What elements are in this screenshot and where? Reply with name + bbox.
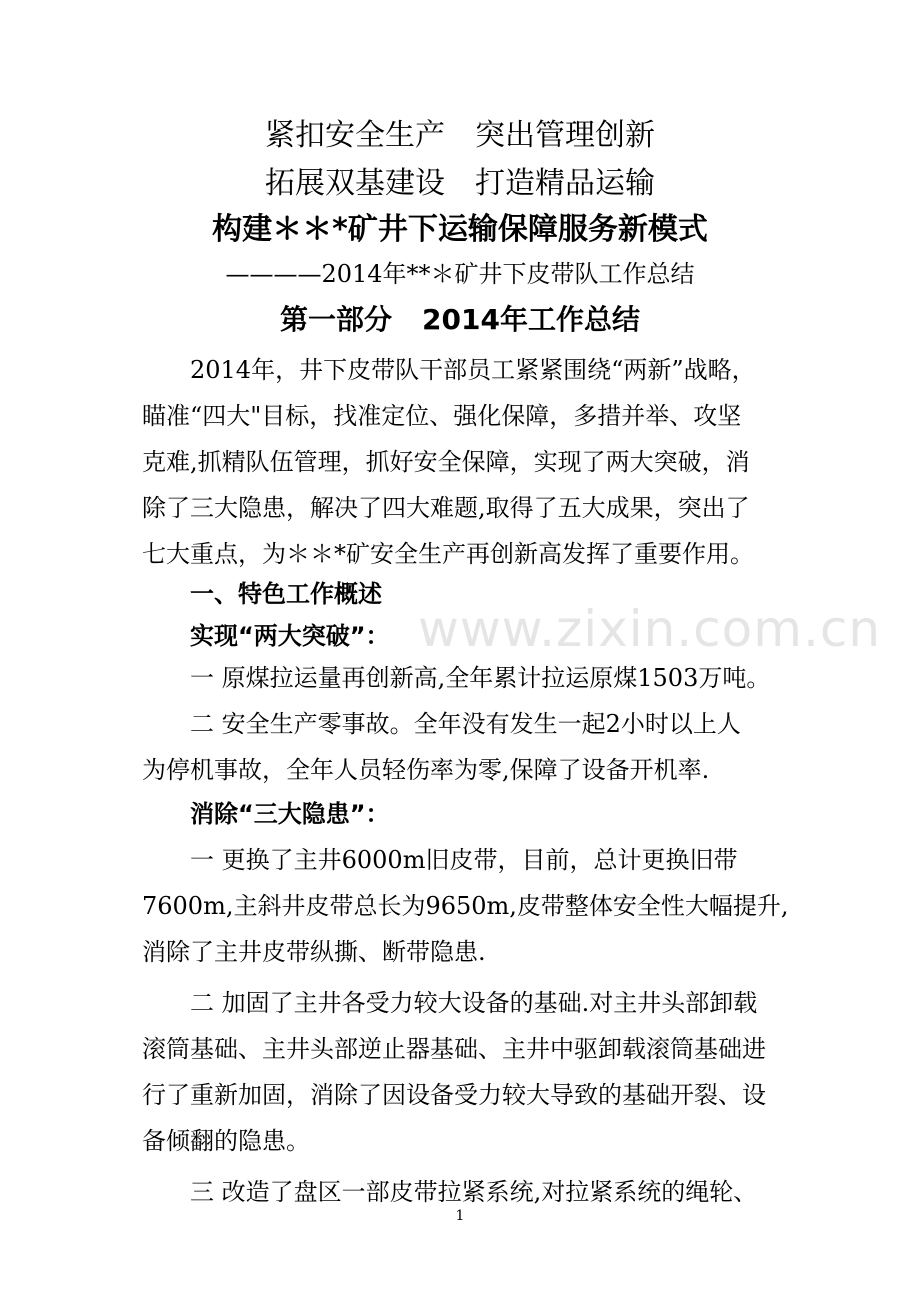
part-heading (0, 300, 920, 340)
list-item: 二 安全生产零事故。全年没有发生一起2小时以上人 (190, 710, 741, 738)
subtitle: ————2014年**＊矿井下皮带队工作总结 (225, 260, 695, 288)
list-item: 行了重新加固，消除了因设备受力较大导致的基础开裂、设 (142, 1081, 766, 1109)
title-line-1-left: 紧扣安全生产 (265, 118, 445, 153)
list-item: 三 改造了盘区一部皮带拉紧系统,对拉紧系统的绳轮、 (190, 1178, 758, 1206)
part-label: 第一部分 (280, 303, 393, 336)
watermark: www.zixin.com.cn (418, 600, 882, 658)
main-title: 构建＊＊*矿井下运输保障服务新模式 (212, 212, 708, 247)
list-item: 备倾翻的隐患。 (142, 1127, 310, 1155)
title-line-1 (0, 116, 920, 156)
list-item: 滚筒基础、主井头部逆止器基础、主井中驱卸载滚筒基础进 (142, 1035, 766, 1063)
paragraph-line: 七大重点，为＊＊*矿安全生产再创新高发挥了重要作用。 (142, 540, 754, 568)
paragraph-line: 除了三大隐患，解决了四大难题,取得了五大成果，突出了 (142, 494, 750, 522)
title-line-2 (0, 164, 920, 204)
paragraph-line: 瞄准“四大"目标，找准定位、强化保障，多措并举、攻坚 (142, 402, 742, 430)
title-line-2-right: 打造精品运输 (475, 166, 655, 201)
list-item: 消除了主井皮带纵撕、断带隐患. (142, 938, 486, 966)
paragraph-line: 2014年，井下皮带队干部员工紧紧围绕“两新”战略， (190, 356, 756, 384)
part-title: 2014年工作总结 (422, 303, 640, 336)
list-item: 一 更换了主井6000m旧皮带，目前，总计更换旧带 (190, 846, 738, 874)
title-line-2-left: 拓展双基建设 (265, 166, 445, 201)
section-heading: 一、特色工作概述 (190, 580, 382, 608)
paragraph-line: 克难,抓精队伍管理，抓好安全保障，实现了两大突破，消 (142, 448, 750, 476)
page-number: 1 (455, 1208, 465, 1224)
subheading-breakthroughs: 实现“两大突破”： (190, 622, 390, 650)
list-item: 一 原煤拉运量再创新高,全年累计拉运原煤1503万吨。 (190, 664, 771, 692)
subheading-hazards: 消除“三大隐患”： (190, 800, 390, 828)
title-line-1-right: 突出管理创新 (475, 118, 655, 153)
list-item: 二 加固了主井各受力较大设备的基础.对主井头部卸载 (190, 989, 758, 1017)
list-item: 7600m,主斜井皮带总长为9650m,皮带整体安全性大幅提升, (142, 892, 789, 920)
list-item: 为停机事故，全年人员轻伤率为零,保障了设备开机率. (142, 756, 710, 784)
